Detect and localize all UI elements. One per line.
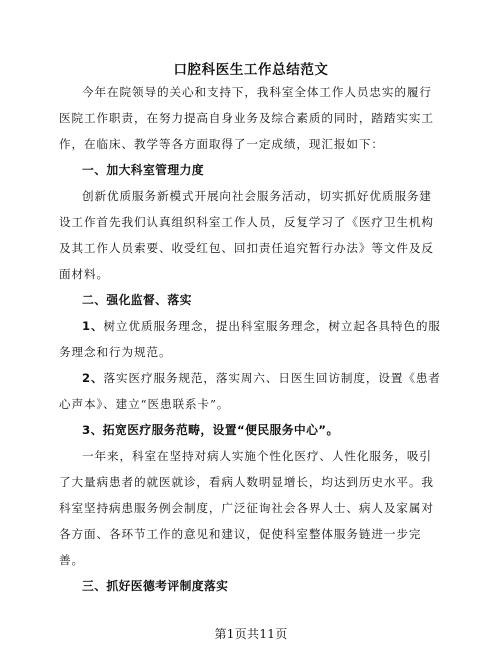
body-line: 及其工作人员索要、收受红包、回扣责任追究暂行办法》等文件及反 [59,241,434,255]
intro-line: 作，在临床、教学等各方面取得了一定成绩，现汇报如下： [59,137,384,151]
body-line: 科室坚持病患服务例会制度，广泛征询社会各界人士、病人及家属对 [59,501,434,515]
body-line: 创新优质服务新模式开展向社会服务活动，切实抓好优质服务建 [82,189,432,203]
body-line: 一年来，科室在坚持对病人实施个性化医疗、人性化服务，吸引 [82,449,432,463]
section-heading-1: 一、加大科室管理力度 [82,163,204,177]
body-line: 设工作首先我们认真组织科室工作人员，反复学习了《医疗卫生机构 [59,215,434,229]
item-number: 1、 [82,319,104,333]
item-3-heading: 3、拓宽医疗服务范畴，设置“便民服务中心”。 [82,423,339,437]
section-heading-3: 三、抓好医德考评制度落实 [82,579,229,593]
body-line: 了大量病患者的就医就诊，看病人数明显增长，均达到历史水平。我 [59,475,434,489]
body-line: 善。 [59,553,84,567]
intro-line: 医院工作职责，在努力提高自身业务及综合素质的同时，踏踏实实工 [59,111,434,125]
item-2-line [0,370,502,386]
item-text: 树立优质服务理念，提出科室服务理念，树立起各具特色的服 [103,319,441,333]
item-number: 2、 [82,371,104,385]
body-line: 各方面、各环节工作的意见和建议，促使科室整体服务链进一步完 [59,527,422,541]
item-1-line [0,318,502,334]
item-1-line: 务理念和行为规范。 [59,345,172,359]
intro-line: 今年在院领导的关心和支持下，我科室全体工作人员忠实的履行 [82,85,432,99]
page-title: 口腔科医生工作总结范文 [173,62,329,78]
page-footer: 第1页共11页 [214,627,288,641]
item-2-line: 心声本》、建立“医患联系卡”。 [59,397,230,411]
body-line: 面材料。 [59,267,109,281]
item-text: 落实医疗服务规范，落实周六、日医生回访制度，设置《患者 [103,371,441,385]
section-heading-2: 二、强化监督、落实 [82,293,192,307]
